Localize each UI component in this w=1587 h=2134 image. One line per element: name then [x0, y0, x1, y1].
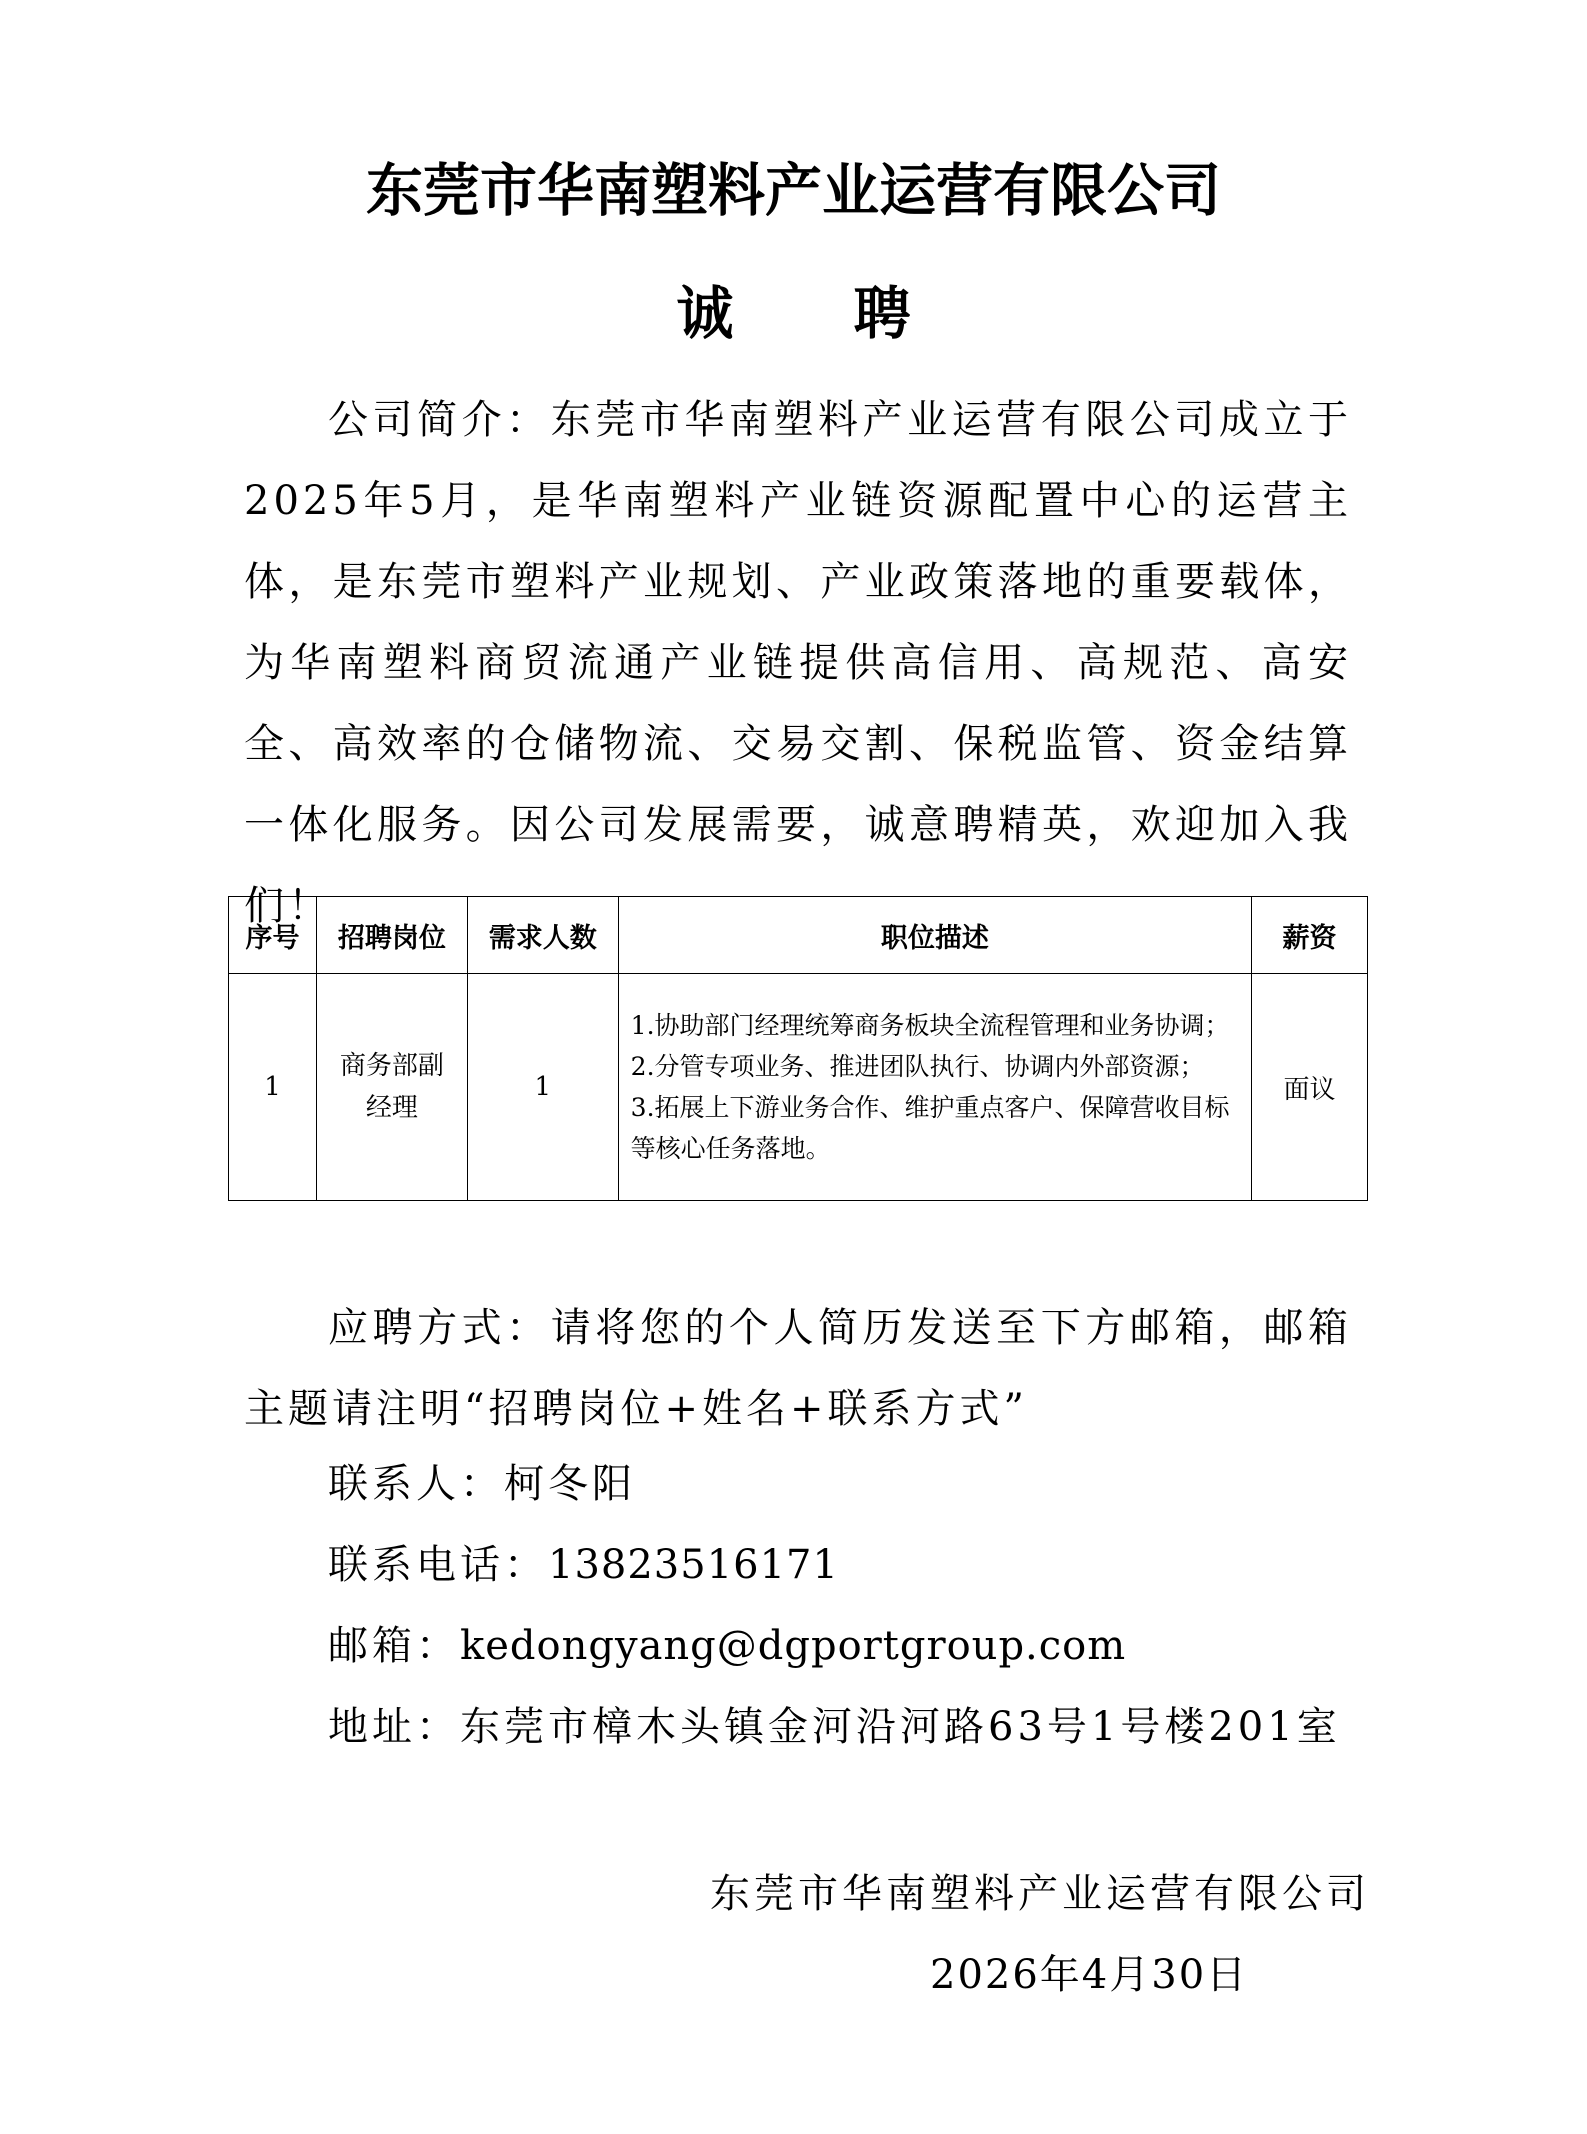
table-header-row — [229, 897, 1368, 974]
cell-description — [618, 974, 1251, 1201]
header-post: 招聘岗位 — [316, 897, 467, 974]
application-method: 应聘方式：请将您的个人简历发送至下方邮箱，邮箱主题请注明“招聘岗位+姓名+联系方式” — [244, 1305, 1352, 1432]
cell-post: 商务部副经理 — [316, 974, 467, 1201]
cell-salary: 面议 — [1252, 974, 1368, 1201]
contact-phone-label: 联系电话： — [328, 1542, 548, 1588]
contact-phone — [328, 1533, 839, 1590]
contact-email-label: 邮箱： — [328, 1623, 460, 1669]
contact-email — [328, 1614, 1126, 1671]
contact-person-label: 联系人： — [328, 1461, 504, 1507]
contact-address-value: 东莞市樟木头镇金河沿河路63号1号楼201室 — [460, 1704, 1341, 1750]
company-intro: 公司简介：东莞市华南塑料产业运营有限公司成立于2025年5月，是华南塑料产业链资源配置中心的运营主体，是东莞市塑料产业规划、产业政策落地的重要载体，为华南塑料商贸流通产业链提供高信用、高规范、高安全、高效率的仓储物流、交易交割、保税监管、资金结算一体化服务。因公司发展需要，诚意聘精英，欢迎加入我们！ — [244, 397, 1352, 929]
cell-no: 1 — [229, 974, 317, 1201]
header-salary: 薪资 — [1252, 897, 1368, 974]
company-title: 东莞市华南塑料产业运营有限公司 — [366, 157, 1221, 224]
contact-address-label: 地址： — [328, 1704, 460, 1750]
header-description: 职位描述 — [618, 897, 1251, 974]
contact-phone-value: 13823516171 — [548, 1542, 839, 1588]
header-no: 序号 — [229, 897, 317, 974]
header-count: 需求人数 — [467, 897, 618, 974]
contact-email-value[interactable]: kedongyang@dgportgroup.com — [460, 1623, 1127, 1669]
description-line: 2.分管专项业务、推进团队执行、协调内外部资源； — [630, 1052, 1205, 1081]
signature-date: 2026年4月30日 — [930, 1952, 1249, 1998]
cell-count: 1 — [467, 974, 618, 1201]
contact-address — [328, 1695, 1341, 1752]
contact-person-value: 柯冬阳 — [504, 1461, 636, 1507]
recruit-title: 诚聘 — [676, 280, 1031, 347]
description-line: 3.拓展上下游业务合作、维护重点客户、保障营收目标等核心任务落地。 — [630, 1093, 1230, 1163]
signature-company: 东莞市华南塑料产业运营有限公司 — [710, 1871, 1370, 1917]
recruitment-table — [228, 896, 1368, 1201]
table-row — [229, 974, 1368, 1201]
contact-person — [328, 1452, 636, 1509]
description-line: 1.协助部门经理统筹商务板块全流程管理和业务协调； — [630, 1011, 1230, 1040]
